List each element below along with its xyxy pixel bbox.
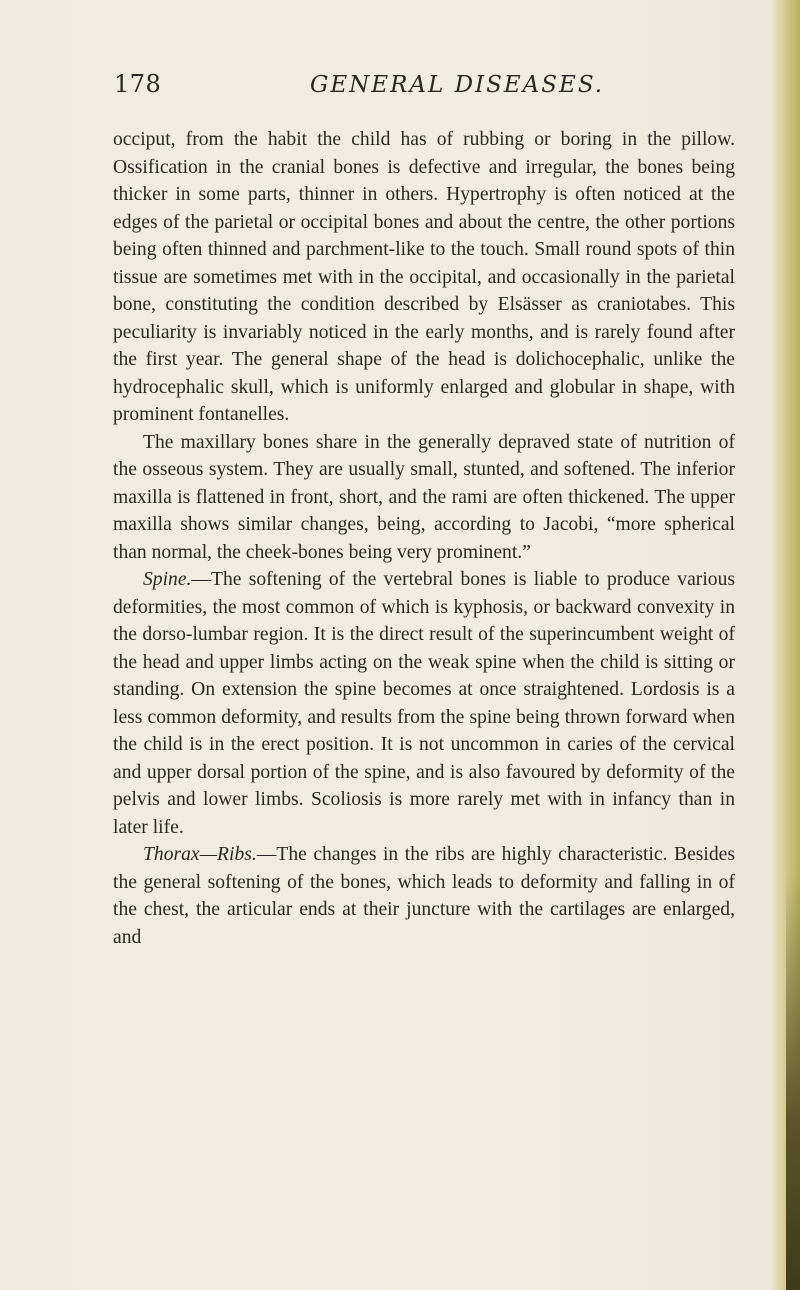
paragraph-text: —The softening of the vertebral bones is liable to produce various deformities, the most common of which is kyphosis, or backward convexity in the dorso-lumbar region. It is the direct result of the superincumbent weight of the head and upper limbs acting on the weak spine when the child is sitting or standing. On extension the spine becomes at once straightened. Lordosis is a less common deformity, and results from the spine being thrown forward when the child is in the erect position. It is not uncommon in caries of the cervical and upper dorsal portion of the spine, and is also favoured by deformity of the pelvis and lower limbs. Scoliosis is more rarely met with in infancy than in later life. bbox=[113, 569, 735, 838]
page-edge-dark bbox=[786, 870, 800, 1290]
paragraph-cranium bbox=[113, 126, 735, 429]
paragraph-text: occiput, from the habit the child has of rubbing or boring in the pillow. Ossification in the cranial bones is defective and irregular, the bones being thicker in some parts, thinner in others. Hypertrophy is often noticed at the edges of the parietal or occipital bones and about the centre, the other portions being often thinned and parchment-like to the touch. Small round spots of thin tissue are sometimes met with in the occipital, and occasionally in the parietal bone, constituting the condition described by Elsässer as craniotabes. This peculiarity is invariably noticed in the early months, and is rarely found after the first year. The general shape of the head is dolichocephalic, unlike the hydrocephalic skull, which is uniformly enlarged and globular in shape, with prominent fontanelles. bbox=[113, 129, 735, 425]
body-text bbox=[113, 126, 735, 951]
paragraph-maxillary bbox=[113, 429, 735, 567]
paragraph-text: —The changes in the ribs are highly characteristic. Besides the general softening of the bones, which leads to deformity and falling in of the chest, the articular ends at their juncture with the cartilages are enlarged, and bbox=[113, 844, 735, 948]
section-heading-spine: Spine. bbox=[143, 569, 192, 590]
page-header bbox=[114, 70, 734, 110]
paragraph-spine bbox=[113, 566, 735, 841]
page-number: 178 bbox=[114, 70, 162, 98]
paragraph-thorax bbox=[113, 841, 735, 951]
paragraph-text: The maxillary bones share in the generally depraved state of nutrition of the osseous system. They are usually small, stunted, and softened. The inferior maxilla is flattened in front, short, and the rami are often thickened. The upper maxilla shows similar changes, being, according to Jacobi, “more spherical than normal, the cheek-bones being very prominent.” bbox=[113, 431, 735, 563]
running-head: GENERAL DISEASES. bbox=[310, 72, 605, 98]
section-heading-thorax: Thorax—Ribs. bbox=[143, 844, 257, 865]
